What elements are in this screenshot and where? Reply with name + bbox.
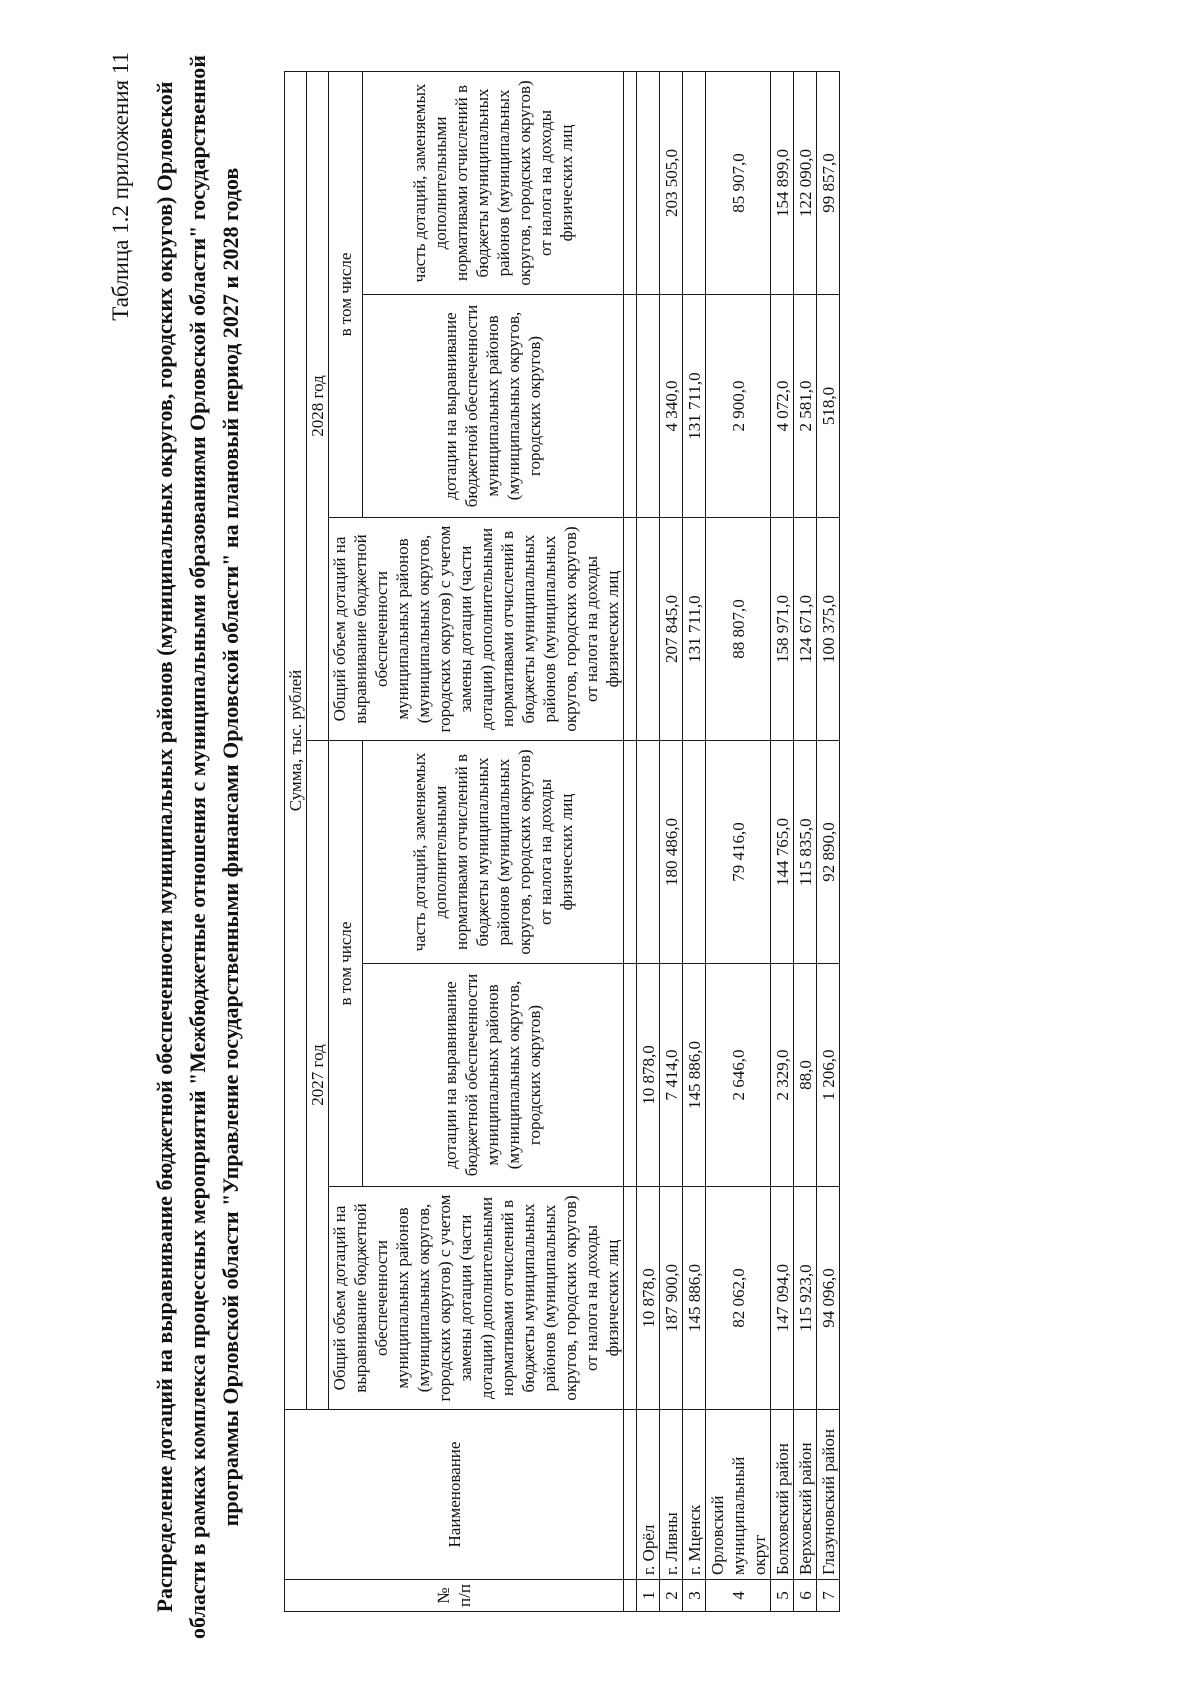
cell-subsidy-2027: 7 414,0 xyxy=(660,964,683,1187)
header-total-2028: Общий объем дотаций на выравнивание бюджетной обеспеченности муниципальных районов (муниципальных округов, городских округов) с учетом замены дотации (части дотации) дополнительными нормативами отчислений в бюджеты муниципальных районов (муниципальных округов, городских округов) от налога на доходы физических лиц xyxy=(329,518,624,741)
data-table xyxy=(284,71,840,1612)
cell-replaced-2027: 115 835,0 xyxy=(794,741,817,964)
cell-replaced-2027: 144 765,0 xyxy=(771,741,794,964)
cell-total-2028: 88 807,0 xyxy=(706,518,771,741)
row-number: 2 xyxy=(660,1580,683,1612)
cell-total-2028 xyxy=(637,518,660,741)
header-replaced-2028: часть дотаций, заменяемых дополнительными нормативами отчислений в бюджеты муниципальных районов (муниципальных округов, городских округов) от налога на доходы физических лиц xyxy=(362,71,623,294)
row-name: Глазуновский район xyxy=(817,1410,840,1580)
header-sum: Сумма, тыс. рублей xyxy=(285,71,307,1409)
cell-replaced-2027: 79 416,0 xyxy=(706,741,771,964)
row-number: 7 xyxy=(817,1580,840,1612)
cell-replaced-2028: 154 899,0 xyxy=(771,71,794,294)
cell-replaced-2028: 122 090,0 xyxy=(794,71,817,294)
cell-subsidy-2027: 88,0 xyxy=(794,964,817,1187)
cell-total-2028: 124 671,0 xyxy=(794,518,817,741)
cell-total-2027: 115 923,0 xyxy=(794,1187,817,1410)
cell-subsidy-2028: 2 581,0 xyxy=(794,295,817,518)
cell-subsidy-2028: 131 711,0 xyxy=(683,295,706,518)
appendix-label: Таблица 1.2 приложения 11 xyxy=(108,52,133,321)
cell-replaced-2028 xyxy=(637,71,660,294)
cell-replaced-2027 xyxy=(637,741,660,964)
cell-total-2028: 100 375,0 xyxy=(817,518,840,741)
cell-replaced-2027 xyxy=(683,741,706,964)
cell-replaced-2027: 180 486,0 xyxy=(660,741,683,964)
table-row xyxy=(794,71,817,1611)
document-title: Распределение дотаций на выравнивание бюджетной обеспеченности муниципальных районов (муниципальных округов, городских округов) Орловской области в рамках комплекса процессных мероприятий "Межбюджетные отношения с муниципальными образованиями Орловской области" государственной программы Орловской области "Управление государственными финансами Орловской области" на плановый период 2027 и 2028 годов xyxy=(152,55,243,1639)
row-name: г. Мценск xyxy=(683,1410,706,1580)
cell-subsidy-2028: 4 072,0 xyxy=(771,295,794,518)
header-year-2027: 2027 год xyxy=(307,741,329,1410)
cell-subsidy-2027: 1 206,0 xyxy=(817,964,840,1187)
cell-total-2027: 147 094,0 xyxy=(771,1187,794,1410)
cell-replaced-2028: 85 907,0 xyxy=(706,71,771,294)
header-subsidy-2027: дотации на выравнивание бюджетной обеспеченности муниципальных районов (муниципальных округов, городских округов) xyxy=(362,964,623,1187)
row-number: 6 xyxy=(794,1580,817,1612)
header-name: Наименование xyxy=(285,1410,624,1580)
row-number: 4 xyxy=(706,1580,771,1612)
row-name: Орловский муниципальный округ xyxy=(706,1410,771,1580)
table-row xyxy=(637,71,660,1611)
header-replaced-2027: часть дотаций, заменяемых дополнительными нормативами отчислений в бюджеты муниципальных районов (муниципальных округов, городских округов) от налога на доходы физических лиц xyxy=(362,741,623,964)
table-row xyxy=(706,71,771,1611)
cell-subsidy-2027: 2 329,0 xyxy=(771,964,794,1187)
cell-subsidy-2027: 145 886,0 xyxy=(683,964,706,1187)
header-spacer-row xyxy=(624,71,637,1611)
row-name: г. Орёл xyxy=(637,1410,660,1580)
header-including-2027: в том числе xyxy=(329,741,363,1187)
cell-replaced-2028 xyxy=(683,71,706,294)
cell-replaced-2028: 203 505,0 xyxy=(660,71,683,294)
cell-subsidy-2028 xyxy=(637,295,660,518)
cell-total-2027: 94 096,0 xyxy=(817,1187,840,1410)
row-number: 3 xyxy=(683,1580,706,1612)
header-total-2027: Общий объем дотаций на выравнивание бюджетной обеспеченности муниципальных районов (муниципальных округов, городских округов) с учетом замены дотации (части дотации) дополнительными нормативами отчислений в бюджеты муниципальных районов (муниципальных округов, городских округов) от налога на доходы физических лиц xyxy=(329,1187,624,1410)
table-row xyxy=(817,71,840,1611)
cell-total-2027: 145 886,0 xyxy=(683,1187,706,1410)
table-row xyxy=(660,71,683,1611)
header-num: № п/п xyxy=(285,1580,624,1612)
cell-total-2028: 207 845,0 xyxy=(660,518,683,741)
row-number: 5 xyxy=(771,1580,794,1612)
cell-subsidy-2027: 10 878,0 xyxy=(637,964,660,1187)
row-name: Болховский район xyxy=(771,1410,794,1580)
cell-replaced-2027: 92 890,0 xyxy=(817,741,840,964)
table-row xyxy=(683,71,706,1611)
table-row xyxy=(771,71,794,1611)
cell-total-2028: 158 971,0 xyxy=(771,518,794,741)
cell-total-2027: 82 062,0 xyxy=(706,1187,771,1410)
cell-subsidy-2028: 4 340,0 xyxy=(660,295,683,518)
cell-subsidy-2027: 2 646,0 xyxy=(706,964,771,1187)
row-name: Верховский район xyxy=(794,1410,817,1580)
cell-total-2027: 10 878,0 xyxy=(637,1187,660,1410)
cell-total-2028: 131 711,0 xyxy=(683,518,706,741)
row-name: г. Ливны xyxy=(660,1410,683,1580)
cell-subsidy-2028: 2 900,0 xyxy=(706,295,771,518)
cell-replaced-2028: 99 857,0 xyxy=(817,71,840,294)
header-year-2028: 2028 год xyxy=(307,71,329,740)
header-including-2028: в том числе xyxy=(329,71,363,517)
row-number: 1 xyxy=(637,1580,660,1612)
header-subsidy-2028: дотации на выравнивание бюджетной обеспеченности муниципальных районов (муниципальных округов, городских округов) xyxy=(362,295,623,518)
cell-total-2027: 187 900,0 xyxy=(660,1187,683,1410)
cell-subsidy-2028: 518,0 xyxy=(817,295,840,518)
